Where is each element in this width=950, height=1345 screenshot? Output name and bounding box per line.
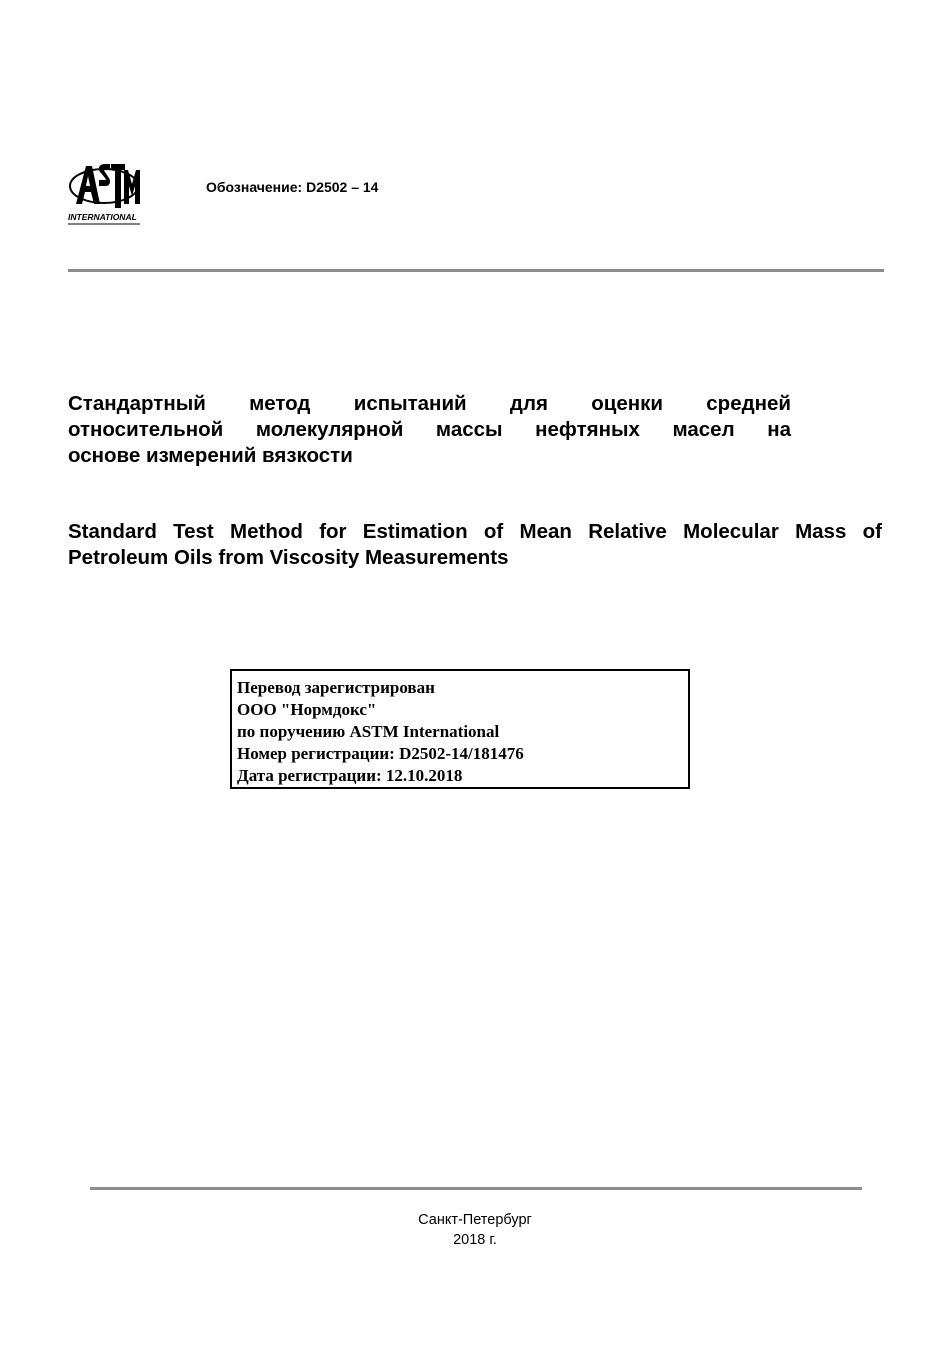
registration-line: по поручению ASTM International [237,722,500,741]
title-russian [68,391,791,469]
registration-date: Дата регистрации: 12.10.2018 [237,766,463,785]
registration-box [230,669,690,789]
astm-logo-icon [66,160,142,226]
title-en-line: Standard Test Method for Estimation of Mean Relative Molecular Mass of [68,520,882,543]
designation [206,179,378,195]
title-en-line: Petroleum Oils from Viscosity Measurements [68,546,509,569]
registration-number: Номер регистрации: D2502-14/181476 [237,744,524,763]
registration-line: ООО "Нормдокс" [237,700,377,719]
title-english [68,519,882,571]
designation-label: Обозначение: [206,179,303,195]
registration-line: Перевод зарегистрирован [237,678,435,697]
bottom-divider [90,1187,862,1190]
title-ru-line: относительной молекулярной массы нефтяных масел на [68,418,791,441]
footer [0,1210,950,1250]
logo-subtext: INTERNATIONAL [68,212,137,222]
top-divider [68,269,884,272]
designation-code: D2502 – 14 [306,179,379,195]
footer-city: Санкт-Петербург [418,1212,532,1228]
title-ru-line: основе измерений вязкости [68,444,353,467]
astm-logo [66,160,142,226]
footer-year: 2018 г. [453,1232,497,1248]
title-ru-line: Стандартный метод испытаний для оценки средней [68,392,791,415]
